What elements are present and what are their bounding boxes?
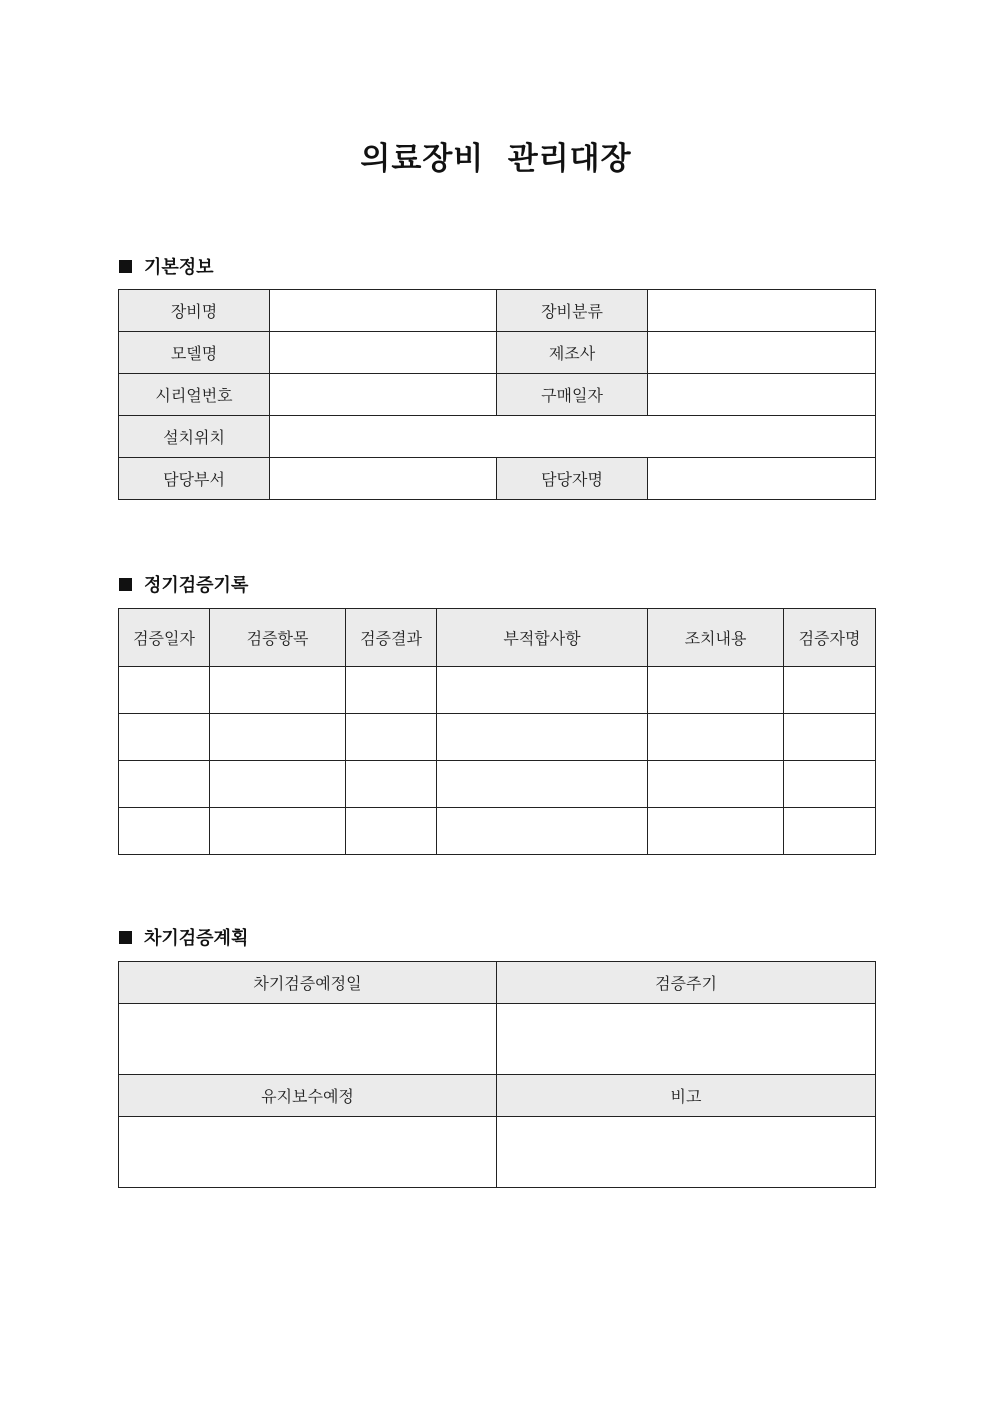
manager-name-label: 담당자명 [497,458,648,500]
manufacturer-field[interactable] [648,332,876,374]
inspection-cycle-label: 검증주기 [497,962,876,1004]
table-cell[interactable] [119,667,210,714]
next-inspection-date-field[interactable] [119,1004,497,1075]
installation-location-label: 설치위치 [119,416,270,458]
column-header-inspection-result: 검증결과 [346,609,437,667]
inspection-cycle-field[interactable] [497,1004,876,1075]
maintenance-schedule-field[interactable] [119,1117,497,1188]
manager-name-field[interactable] [648,458,876,500]
table-row [119,458,876,500]
table-cell[interactable] [648,714,784,761]
table-header-row [119,962,876,1004]
section-heading-next-plan [119,924,248,950]
table-cell[interactable] [210,761,346,808]
installation-location-field[interactable] [270,416,876,458]
table-cell[interactable] [437,667,648,714]
table-cell[interactable] [784,667,876,714]
section-heading-label: 차기검증계획 [144,928,249,949]
section-heading-basic-info [119,253,214,279]
table-cell[interactable] [648,667,784,714]
column-header-inspection-item: 검증항목 [210,609,346,667]
column-header-inspection-date: 검증일자 [119,609,210,667]
serial-number-label: 시리얼번호 [119,374,270,416]
manufacturer-label: 제조사 [497,332,648,374]
equipment-category-field[interactable] [648,290,876,332]
table-cell[interactable] [437,761,648,808]
table-row [119,416,876,458]
table-header-row [119,609,876,667]
table-cell[interactable] [784,808,876,855]
table-cell[interactable] [784,714,876,761]
table-row [119,761,876,808]
equipment-name-field[interactable] [270,290,497,332]
table-row [119,1004,876,1075]
model-name-field[interactable] [270,332,497,374]
table-cell[interactable] [210,808,346,855]
table-cell[interactable] [210,667,346,714]
table-cell[interactable] [346,714,437,761]
square-bullet-icon [119,260,132,273]
page-title: 의료장비 관리대장 [360,141,632,177]
table-row [119,1117,876,1188]
table-cell[interactable] [210,714,346,761]
section-heading-inspection-records [119,571,248,597]
section-heading-label: 기본정보 [144,257,214,278]
purchase-date-label: 구매일자 [497,374,648,416]
column-header-inspector-name: 검증자명 [784,609,876,667]
next-inspection-date-label: 차기검증예정일 [119,962,497,1004]
table-cell[interactable] [119,808,210,855]
table-cell[interactable] [346,808,437,855]
next-plan-table [118,961,876,1188]
square-bullet-icon [119,578,132,591]
equipment-name-label: 장비명 [119,290,270,332]
maintenance-schedule-label: 유지보수예정 [119,1075,497,1117]
basic-info-table [118,289,876,500]
serial-number-field[interactable] [270,374,497,416]
table-cell[interactable] [346,667,437,714]
table-row [119,290,876,332]
table-row [119,714,876,761]
table-cell[interactable] [437,714,648,761]
table-cell[interactable] [648,808,784,855]
table-row [119,374,876,416]
table-cell[interactable] [648,761,784,808]
table-cell[interactable] [119,714,210,761]
table-cell[interactable] [119,761,210,808]
column-header-action-taken: 조치내용 [648,609,784,667]
department-field[interactable] [270,458,497,500]
table-cell[interactable] [346,761,437,808]
purchase-date-field[interactable] [648,374,876,416]
remarks-field[interactable] [497,1117,876,1188]
table-header-row [119,1075,876,1117]
square-bullet-icon [119,931,132,944]
model-name-label: 모델명 [119,332,270,374]
table-cell[interactable] [437,808,648,855]
remarks-label: 비고 [497,1075,876,1117]
column-header-nonconformity: 부적합사항 [437,609,648,667]
table-row [119,808,876,855]
section-heading-label: 정기검증기록 [144,575,249,596]
department-label: 담당부서 [119,458,270,500]
equipment-category-label: 장비분류 [497,290,648,332]
table-row [119,667,876,714]
inspection-records-table [118,608,876,855]
table-row [119,332,876,374]
table-cell[interactable] [784,761,876,808]
